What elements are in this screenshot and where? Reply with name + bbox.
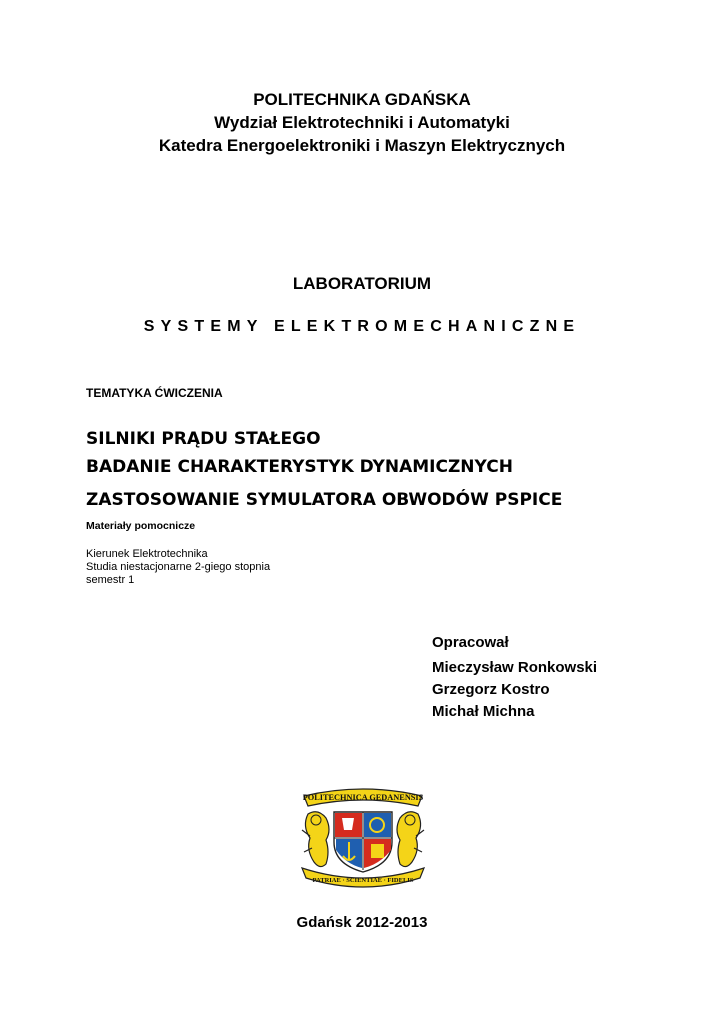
lab-subject: SYSTEMY ELEKTROMECHANICZNE	[143, 318, 581, 335]
info-block	[86, 548, 270, 587]
lab-label: LABORATORIUM	[292, 274, 432, 293]
emblem-top-text: POLITECHNICA GEDANENSIS	[302, 793, 424, 802]
header-department: Katedra Energoelektroniki i Maszyn Elektrycznych	[158, 136, 566, 155]
header-faculty: Wydział Elektrotechniki i Automatyki	[214, 113, 510, 132]
author-name: Michał Michna	[432, 703, 535, 720]
author-name: Mieczysław Ronkowski	[432, 659, 598, 676]
info-line-3: semestr 1	[86, 574, 135, 586]
header-university: POLITECHNIKA GDAŃSKA	[253, 90, 471, 109]
authors-label: Opracował	[432, 634, 509, 651]
info-line-2: Studia niestacjonarne 2-giego stopnia	[86, 561, 271, 573]
topic-line-1: SILNIKI PRĄDU STAŁEGO	[86, 429, 321, 449]
authors-names	[432, 657, 597, 723]
info-line-1: Kierunek Elektrotechnika	[86, 548, 208, 560]
topic-line-3: ZASTOSOWANIE SYMULATORA OBWODÓW PSPICE	[86, 490, 563, 510]
topic-line-2: BADANIE CHARAKTERYSTYK DYNAMICZNYCH	[86, 457, 513, 477]
footer-place-date: Gdańsk 2012-2013	[296, 914, 428, 931]
emblem-bottom-text: PATRIAE · SCIENTIAE · FIDELIS	[312, 877, 414, 884]
materials-label: Materiały pomocnicze	[86, 520, 196, 532]
university-emblem	[296, 778, 430, 888]
topic-label: TEMATYKA ĆWICZENIA	[86, 386, 223, 400]
author-name: Grzegorz Kostro	[432, 681, 550, 698]
